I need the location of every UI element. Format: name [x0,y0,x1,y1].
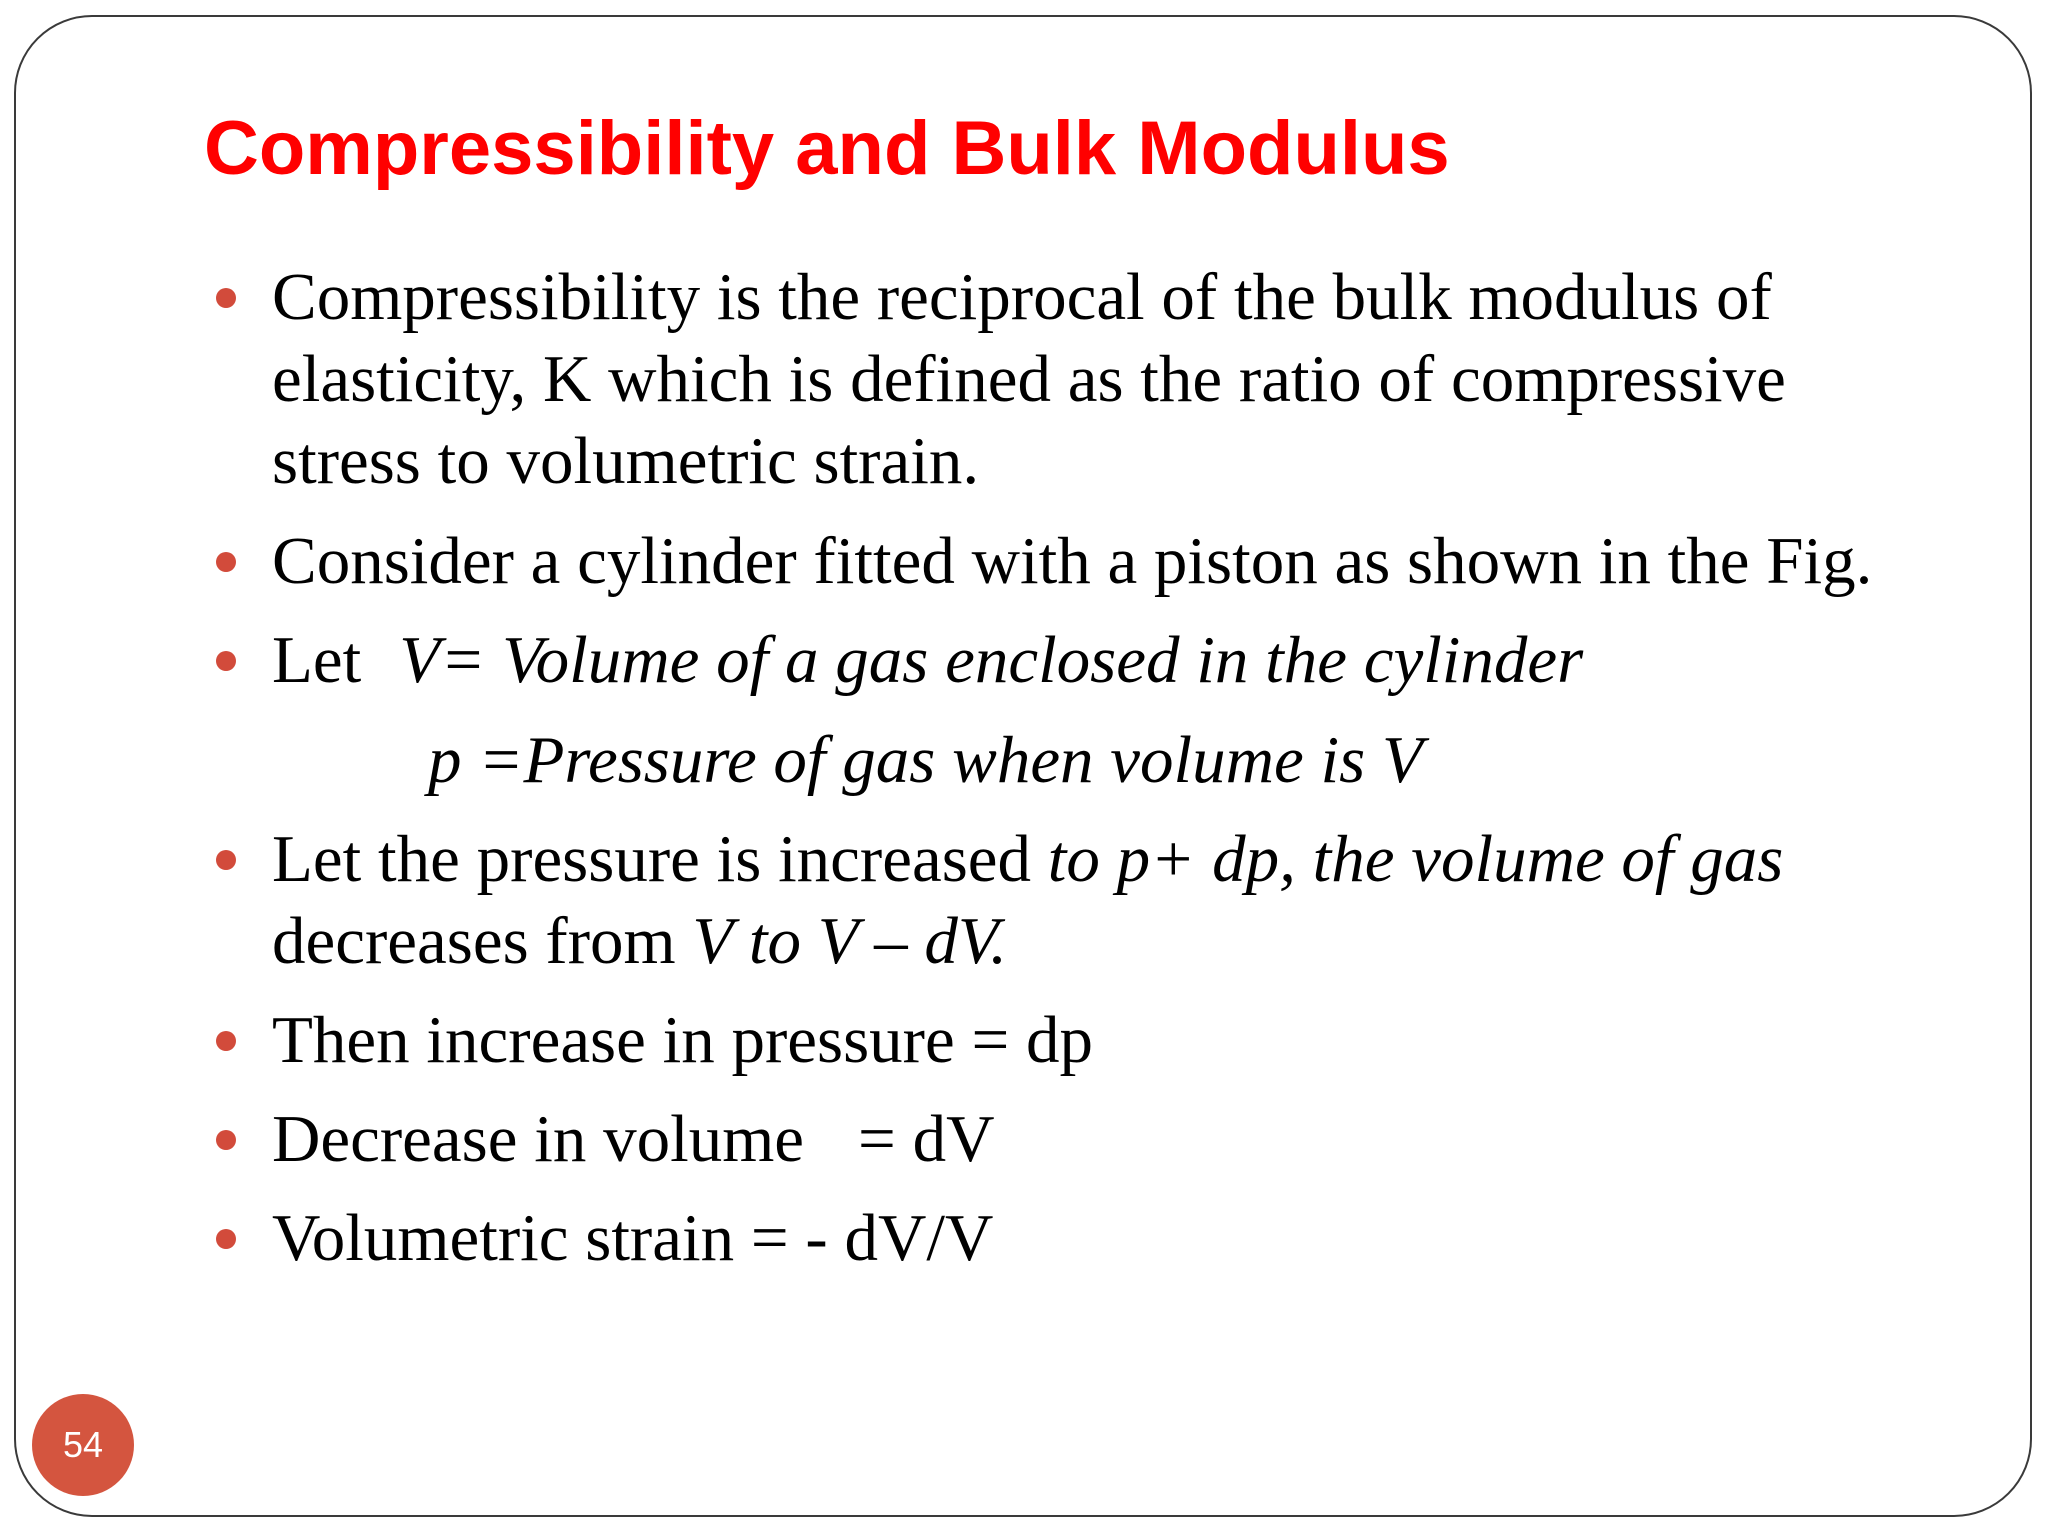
bullet-pressure-increase [210,818,1930,982]
bullet-line: stress to volumetric strain. [272,424,980,498]
bullet-dot-icon [216,1229,236,1249]
bullet-dot-icon [216,552,236,572]
let-word: Let [272,623,362,697]
bullet-line [272,1098,1930,1180]
bullet-line: Compressibility is the reciprocal of the bulk modulus of [272,260,1772,334]
bullet-compressibility-definition [210,256,1930,502]
bullet-line: Consider a cylinder fitted with a piston as shown in the Fig. [272,524,1873,598]
bullet-increase-in-pressure [210,999,1930,1081]
decrease-label: Decrease in volume [272,1102,805,1176]
bullet-line: Volumetric strain = - dV/V [272,1201,994,1275]
pressure-increase-lead: Let the pressure is increased [272,822,1048,896]
bullet-dot-icon [216,651,236,671]
decrease-value: = dV [858,1102,995,1176]
slide-title: Compressibility and Bulk Modulus [204,106,1450,191]
bullet-line [272,619,1930,701]
bullet-list [210,256,1930,1279]
volume-decrease-lead: decreases from [272,904,693,978]
bullet-cylinder [210,520,1930,602]
bullet-let-definitions [210,619,1930,801]
bullet-dot-icon [216,1031,236,1051]
bullet-dot-icon [216,1130,236,1150]
pressure-definition: p =Pressure of gas when volume is V [428,723,1423,797]
bullet-line [272,900,1930,982]
bullet-line [272,818,1930,900]
bullet-decrease-in-volume [210,1098,1930,1180]
bullet-volumetric-strain [210,1197,1930,1279]
volume-definition: V= Volume of a gas enclosed in the cylinder [399,623,1584,697]
bullet-line: elasticity, K which is defined as the ratio of compressive [272,342,1786,416]
volume-decrease-italic: V to V – dV. [692,904,1007,978]
bullet-line: Then increase in pressure = dp [272,1003,1094,1077]
page-number-badge: 54 [32,1394,134,1496]
bullet-dot-icon [216,850,236,870]
bullet-dot-icon [216,288,236,308]
pressure-increase-italic: to p+ dp, the volume of gas [1047,822,1784,896]
